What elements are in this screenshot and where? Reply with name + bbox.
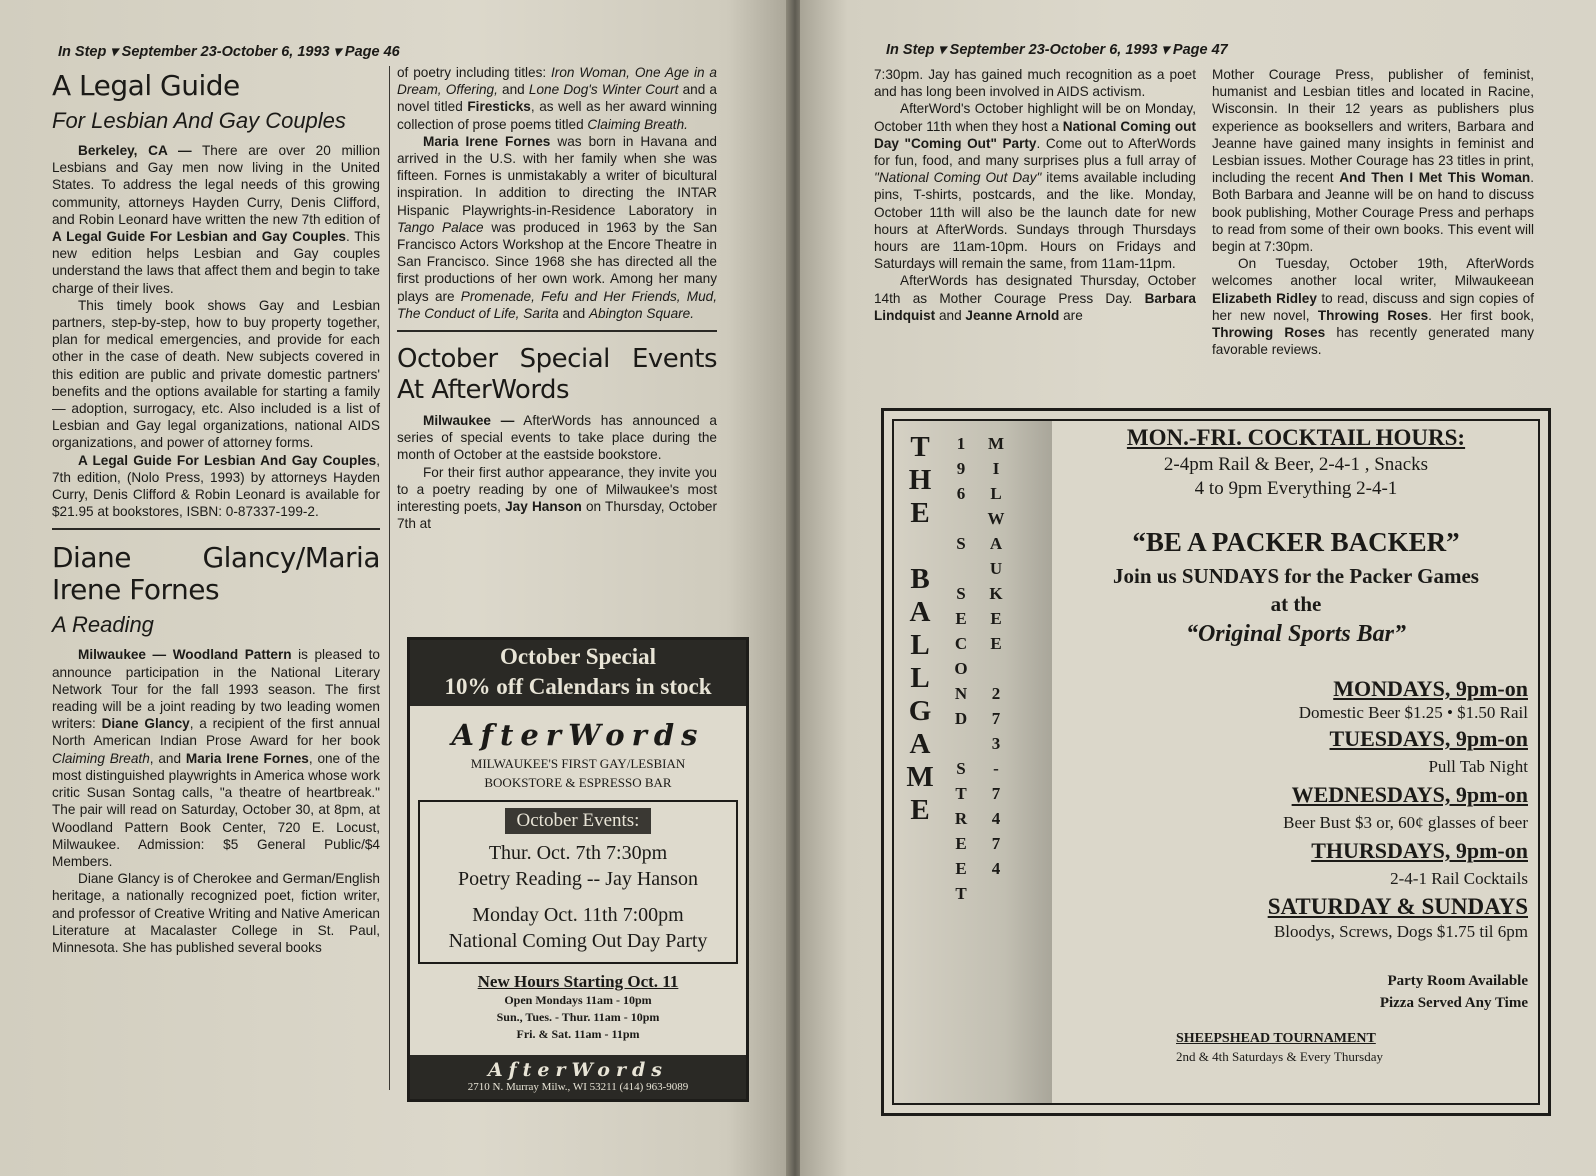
vertical-letter: S <box>956 534 966 553</box>
vertical-letter: E <box>910 497 930 529</box>
day-mondays: MONDAYS, 9pm-on <box>1333 676 1528 701</box>
vertical-letter: E <box>955 859 967 878</box>
vertical-letter: E <box>990 609 1002 628</box>
vertical-letter: T <box>955 884 967 903</box>
day-tuesdays: TUESDAYS, 9pm-on <box>1329 726 1528 751</box>
event-line: Poetry Reading -- Jay Hanson <box>458 868 698 890</box>
day-weekend: SATURDAY & SUNDAYS <box>1267 894 1528 919</box>
paragraph: Milwaukee — AfterWords has announced a series of special events to take place during the month of October at the eastside bookstore. <box>397 413 717 463</box>
sheepshead-schedule: 2nd & 4th Saturdays & Every Thursday <box>1176 1049 1384 1064</box>
vertical-letter: D <box>954 709 968 728</box>
vertical-letter: T <box>910 431 930 463</box>
event-line: Monday Oct. 11th 7:00pm <box>472 904 684 926</box>
vertical-letter: 7 <box>991 784 1001 803</box>
cocktail-line: 4 to 9pm Everything 2-4-1 <box>1194 478 1398 499</box>
vertical-letter: 1 <box>956 434 966 453</box>
ad-footer <box>410 1055 746 1099</box>
divider <box>397 330 717 332</box>
column-4 <box>1212 66 1534 358</box>
vertical-letter: B <box>910 563 930 595</box>
afterwords-logo: AfterWords <box>451 718 705 752</box>
sheepshead-title: SHEEPSHEAD TOURNAMENT <box>1176 1031 1376 1046</box>
vertical-letter: L <box>910 662 930 694</box>
cocktail-title: MON.-FRI. COCKTAIL HOURS: <box>1126 425 1466 450</box>
vertical-letter: A <box>909 728 931 760</box>
paragraph: On Tuesday, October 19th, AfterWords welcomes another local writer, Milwaukeean Elizabeth Ridley to read, discuss and sign copies of her new novel, Throwing Roses. Her first book, Throwing Roses has recently generated many favorable reviews. <box>1212 256 1534 358</box>
vertical-letter: S <box>956 759 966 778</box>
folio-left: In Step ▾ September 23-October 6, 1993 ▾ Page 46 <box>58 44 400 60</box>
vertical-letter <box>906 530 934 563</box>
vertical-address <box>952 431 970 906</box>
paragraph: Diane Glancy is of Cherokee and German/English heritage, a nationally recognized poet, fiction writer, and professor of Creative Writing and Native American Literature at Macalaster College in St. Paul, Minnesota. She has published several books <box>52 871 380 955</box>
day-special: Pull Tab Night <box>1428 757 1528 776</box>
hours-line: Sun., Tues. - Thur. 11am - 10pm <box>496 1010 660 1024</box>
vertical-letter: E <box>955 609 967 628</box>
ad-tagline: BOOKSTORE & ESPRESSO BAR <box>484 775 672 790</box>
ad-side-panel <box>894 421 1052 1103</box>
vertical-name <box>906 431 934 827</box>
vertical-letter: E <box>910 794 930 826</box>
vertical-letter: T <box>955 784 967 803</box>
vertical-letter: E <box>990 634 1002 653</box>
vertical-letter: A <box>909 596 931 628</box>
vertical-letter: M <box>906 761 934 793</box>
vertical-letter: M <box>987 434 1005 453</box>
vertical-letter: L <box>910 629 930 661</box>
event-line: Thur. Oct. 7th 7:30pm <box>488 842 668 864</box>
pizza: Pizza Served Any Time <box>1379 995 1528 1011</box>
paragraph: 7:30pm. Jay has gained much recognition as a poet and has long been involved in AIDS activism. <box>874 67 1196 100</box>
vertical-letter: S <box>956 584 966 603</box>
paragraph: A Legal Guide For Lesbian And Gay Couples, 7th edition, (Nolo Press, 1993) by attorneys Hayden Curry, Denis Clifford & Robin Leonard is available for $21.95 at bookstores, ISBN: 0-87337-199-2. <box>52 452 380 520</box>
vertical-letter: C <box>954 634 968 653</box>
day-special: 2-4-1 Rail Cocktails <box>1390 869 1528 888</box>
party-room: Party Room Available <box>1387 973 1528 989</box>
paragraph: Mother Courage Press, publisher of feminist, humanist and Lesbian titles and located in Racine, Wisconsin. In their 12 years as publishers plus experience as booksellers and writers, Barbara and Jeanne have gained many insights in feminist and Lesbian issues. Mother Courage has 23 titles in print, including the recent And Then I Met This Woman. Both Barbara and Jeanne will be on hand to discuss book publishing, Mother Courage Press and perhaps to read from some of their own books. This event will begin at 7:30pm. <box>1212 67 1534 255</box>
ad-tagline: MILWAUKEE'S FIRST GAY/LESBIAN <box>470 756 686 771</box>
ad-band-line: 10% off Calendars in stock <box>444 674 712 699</box>
column-rule <box>389 66 390 1090</box>
column-2 <box>397 64 717 532</box>
vertical-letter: K <box>989 584 1003 603</box>
vertical-letter: O <box>954 659 968 678</box>
packer-join: Join us SUNDAYS for the Packer Games <box>1113 564 1479 588</box>
vertical-letter: L <box>990 484 1002 503</box>
vertical-letter: 6 <box>956 484 966 503</box>
headline-afterwords-events: October Special Events At AfterWords <box>397 344 717 406</box>
hours-line: Fri. & Sat. 11am - 11pm <box>516 1027 640 1041</box>
cocktail-line: 2-4pm Rail & Beer, 2-4-1 , Snacks <box>1163 454 1429 475</box>
day-thursdays: THURSDAYS, 9pm-on <box>1311 838 1528 863</box>
vertical-letter: U <box>989 559 1003 578</box>
ballgame-ad <box>881 408 1551 1116</box>
ad-content <box>1064 421 1528 1066</box>
paragraph: Maria Irene Fornes was born in Havana and arrived in the U.S. with her family when she was fifteen. Fornes is unmistakably a writer of bicultural inspiration. In addition to directing the INTAR Hispanic Playwrights-in-Residence Laboratory in Tango Palace was produced in 1963 by the San Francisco Actors Workshop at the Encore Theatre in San Francisco. Since 1968 she has directed all the first productions of her own work. Among her many plays are Promenade, Fefu and Her Friends, Mud, The Conduct of Life, Sarita and Abington Square. <box>397 133 718 321</box>
paragraph: of poetry including titles: Iron Woman, One Age in a Dream, Offering, and Lone Dog's Winter Court and a novel titled Firesticks, as well as her award winning collection of prose poems titled Claiming Breath. <box>397 65 718 132</box>
ad-address: 2710 N. Murray Milw., WI 53211 (414) 963-9089 <box>467 1081 689 1093</box>
day-special: Beer Bust $3 or, 60¢ glasses of beer <box>1283 813 1528 832</box>
vertical-letter: W <box>987 509 1005 528</box>
paragraph: For their first author appearance, they invite you to a poetry reading by one of Milwaukee's most interesting poets, Jay Hanson on Thursday, October 7th at <box>397 464 717 532</box>
folio-right: In Step ▾ September 23-October 6, 1993 ▾ Page 47 <box>886 42 1228 58</box>
ad-band-line: October Special <box>499 644 657 669</box>
day-wednesdays: WEDNESDAYS, 9pm-on <box>1291 782 1528 807</box>
vertical-letter: - <box>993 759 999 778</box>
events-box <box>418 800 738 964</box>
vertical-letter: A <box>989 534 1003 553</box>
vertical-letter: 3 <box>991 734 1001 753</box>
vertical-letter: 9 <box>956 459 966 478</box>
vertical-letter: 4 <box>991 809 1001 828</box>
vertical-letter <box>952 731 970 756</box>
vertical-letter: 7 <box>991 709 1001 728</box>
vertical-city-phone <box>986 431 1006 881</box>
paragraph: AfterWord's October highlight will be on Monday, October 11th when they host a National Coming out Day "Coming Out" Party. Come out to AfterWords for fun, food, and many surprises plus a full array of "National Coming Out Day" items available including pins, T-shirts, postcards, and the like. Monday, October 11th will also be the launch date for new hours at AfterWords. Sundays through Thursdays hours are 11am-10pm. Hours on Fridays and Saturdays will remain the same, from 11am-11pm. <box>874 101 1196 272</box>
subhead-legal-guide: For Lesbian And Gay Couples <box>52 108 346 133</box>
subhead-reading: A Reading <box>52 612 154 638</box>
packer-slogan: “BE A PACKER BACKER” <box>1132 527 1460 557</box>
paragraph: This timely book shows Gay and Lesbian partners, step-by-step, how to buy property together, plan for medical emergencies, and provide for each other in the case of death. New subjects covered in this edition are public and private domestic partners' benefits and the options available for starting a family — adoption, surrogacy, etc. Also included is a list of Lesbian and Gay legal organizations, national AIDS organizations, and power of attorney forms. <box>52 297 380 451</box>
headline-glancy-fornes: Diane Glancy/Maria Irene Fornes <box>52 541 380 607</box>
day-special: Bloodys, Screws, Dogs $1.75 til 6pm <box>1273 922 1528 941</box>
left-page <box>0 0 790 1176</box>
paragraph: Berkeley, CA — There are over 20 million Lesbians and Gay men now living in the United States. To address the legal needs of this growing community, attorneys Hayden Curry, Denis Clifford, and Robin Leonard have written the new 7th edition of A Legal Guide For Lesbian and Gay Couples. This new edition helps Lesbian and Gay couples understand the laws that affect them and begin to take charge of their lives. <box>52 143 381 296</box>
divider <box>52 528 380 530</box>
afterwords-ad <box>407 637 749 1102</box>
paragraph: Milwaukee — Woodland Pattern is pleased to announce participation in the National Literary Network Tour for the fall 1993 season. The first reading will be a joint reading by two leading women writers: Diane Glancy, a recipient of the first annual North American Indian Prose Award for her book Claiming Breath, and Maria Irene Fornes, one of the most distinguished playwrights in America whose work critic Susan Sontag calls, "a theatre of heartbreak." The pair will read on Saturday, October 30, at 8pm, at Woodland Pattern Book Center, 720 E. Locust, Milwaukee. Admission: $5 General Public/$4 Members. <box>52 647 380 869</box>
vertical-letter: R <box>954 809 968 828</box>
vertical-letter: 2 <box>991 684 1001 703</box>
column-3 <box>874 66 1196 324</box>
packer-at: at the <box>1270 592 1322 616</box>
hours-line: Open Mondays 11am - 10pm <box>504 993 652 1007</box>
hours-title: New Hours Starting Oct. 11 <box>477 972 679 991</box>
vertical-letter: H <box>908 464 932 496</box>
sports-bar-name: “Original Sports Bar” <box>1185 621 1407 647</box>
afterwords-logo-footer: AfterWords <box>488 1059 668 1081</box>
event-line: National Coming Out Day Party <box>448 930 708 952</box>
vertical-letter: E <box>955 834 967 853</box>
vertical-letter: G <box>908 695 932 727</box>
vertical-letter: N <box>954 684 968 703</box>
column-1 <box>52 70 380 956</box>
headline-legal-guide: A Legal Guide <box>52 69 240 102</box>
vertical-letter <box>952 506 970 531</box>
ad-band <box>410 640 746 706</box>
vertical-letter: 4 <box>991 859 1001 878</box>
day-special: Domestic Beer $1.25 • $1.50 Rail <box>1298 703 1528 722</box>
ad-inner-frame <box>892 419 1540 1105</box>
events-title: October Events: <box>505 808 652 834</box>
paragraph: AfterWords has designated Thursday, October 14th as Mother Courage Press Day. Barbara Lindquist and Jeanne Arnold are <box>874 273 1196 323</box>
vertical-letter: 7 <box>991 834 1001 853</box>
vertical-letter <box>986 656 1006 681</box>
vertical-letter: I <box>992 459 1000 478</box>
vertical-letter <box>952 556 970 581</box>
